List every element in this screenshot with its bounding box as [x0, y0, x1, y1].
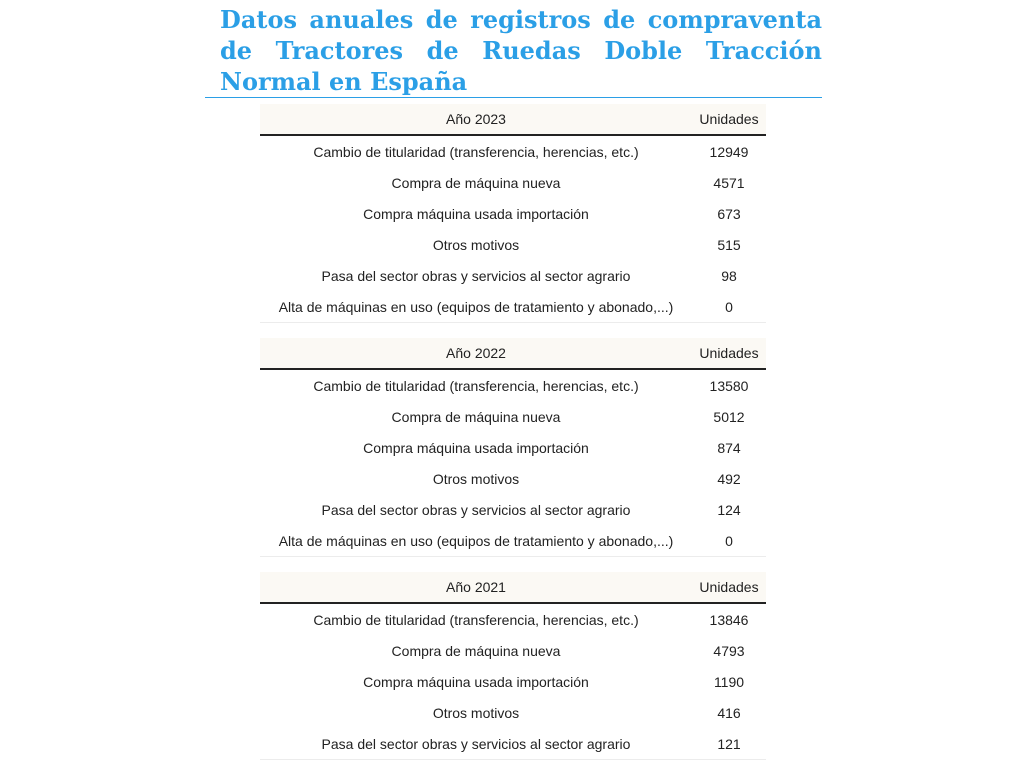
table-row — [260, 291, 766, 323]
row-value: 874 — [717, 439, 741, 456]
row-label: Cambio de titularidad (transferencia, herencias, etc.) — [313, 377, 639, 394]
row-value: 515 — [717, 236, 741, 253]
year-table — [260, 572, 766, 760]
table-row — [260, 167, 766, 198]
row-value: 492 — [717, 470, 741, 487]
table-row — [260, 525, 766, 557]
table-row — [260, 635, 766, 666]
table-row — [260, 432, 766, 463]
table-row — [260, 198, 766, 229]
row-value: 124 — [717, 501, 741, 518]
row-value: 4571 — [713, 174, 745, 191]
units-header: Unidades — [692, 104, 766, 135]
row-value: 4793 — [713, 642, 745, 659]
row-label: Alta de máquinas en uso (equipos de tratamiento y abonado,...) — [260, 291, 692, 323]
table-row — [260, 494, 766, 525]
row-value: 13580 — [709, 377, 749, 394]
year-header: Año 2023 — [260, 104, 692, 135]
table-row — [260, 369, 766, 401]
tables-container — [260, 104, 766, 768]
row-label: Compra máquina usada importación — [363, 205, 589, 222]
units-header: Unidades — [692, 572, 766, 603]
row-value: 0 — [692, 525, 766, 557]
table-row — [260, 229, 766, 260]
row-label: Otros motivos — [432, 236, 520, 253]
row-value: 0 — [692, 291, 766, 323]
row-label: Alta de máquinas en uso (equipos de tratamiento y abonado,...) — [260, 525, 692, 557]
units-header: Unidades — [692, 338, 766, 369]
row-label: Compra de máquina nueva — [391, 642, 561, 659]
row-label: Compra máquina usada importación — [363, 439, 589, 456]
row-label: Otros motivos — [432, 470, 520, 487]
page-title: Datos anuales de registros de compraventa de Tractores de Ruedas Doble Tracción Normal en España — [220, 5, 822, 96]
table-row — [260, 728, 766, 760]
row-value: 5012 — [713, 408, 745, 425]
title-underline — [205, 97, 822, 98]
row-label: Cambio de titularidad (transferencia, herencias, etc.) — [313, 143, 639, 160]
row-value: 12949 — [709, 143, 749, 160]
table-row — [260, 603, 766, 635]
row-label: Compra de máquina nueva — [391, 174, 561, 191]
row-label: Compra máquina usada importación — [363, 673, 589, 690]
row-label: Compra de máquina nueva — [391, 408, 561, 425]
table-row — [260, 666, 766, 697]
row-label: Pasa del sector obras y servicios al sector agrario — [260, 728, 692, 760]
table-header-row — [260, 338, 766, 369]
table-header-row — [260, 572, 766, 603]
row-value: 98 — [721, 267, 737, 284]
table-header-row — [260, 104, 766, 135]
year-table — [260, 338, 766, 557]
row-label: Pasa del sector obras y servicios al sector agrario — [321, 267, 631, 284]
year-header: Año 2022 — [260, 338, 692, 369]
row-label: Cambio de titularidad (transferencia, herencias, etc.) — [313, 611, 639, 628]
table-row — [260, 135, 766, 167]
row-value: 13846 — [709, 611, 749, 628]
table-row — [260, 463, 766, 494]
table-row — [260, 401, 766, 432]
table-row — [260, 697, 766, 728]
row-value: 673 — [717, 205, 741, 222]
year-header: Año 2021 — [260, 572, 692, 603]
row-label: Otros motivos — [432, 704, 520, 721]
row-value: 1190 — [713, 673, 745, 690]
year-table — [260, 104, 766, 323]
row-value: 416 — [717, 704, 741, 721]
row-label: Pasa del sector obras y servicios al sector agrario — [321, 501, 631, 518]
table-row — [260, 260, 766, 291]
row-value: 121 — [692, 728, 766, 760]
